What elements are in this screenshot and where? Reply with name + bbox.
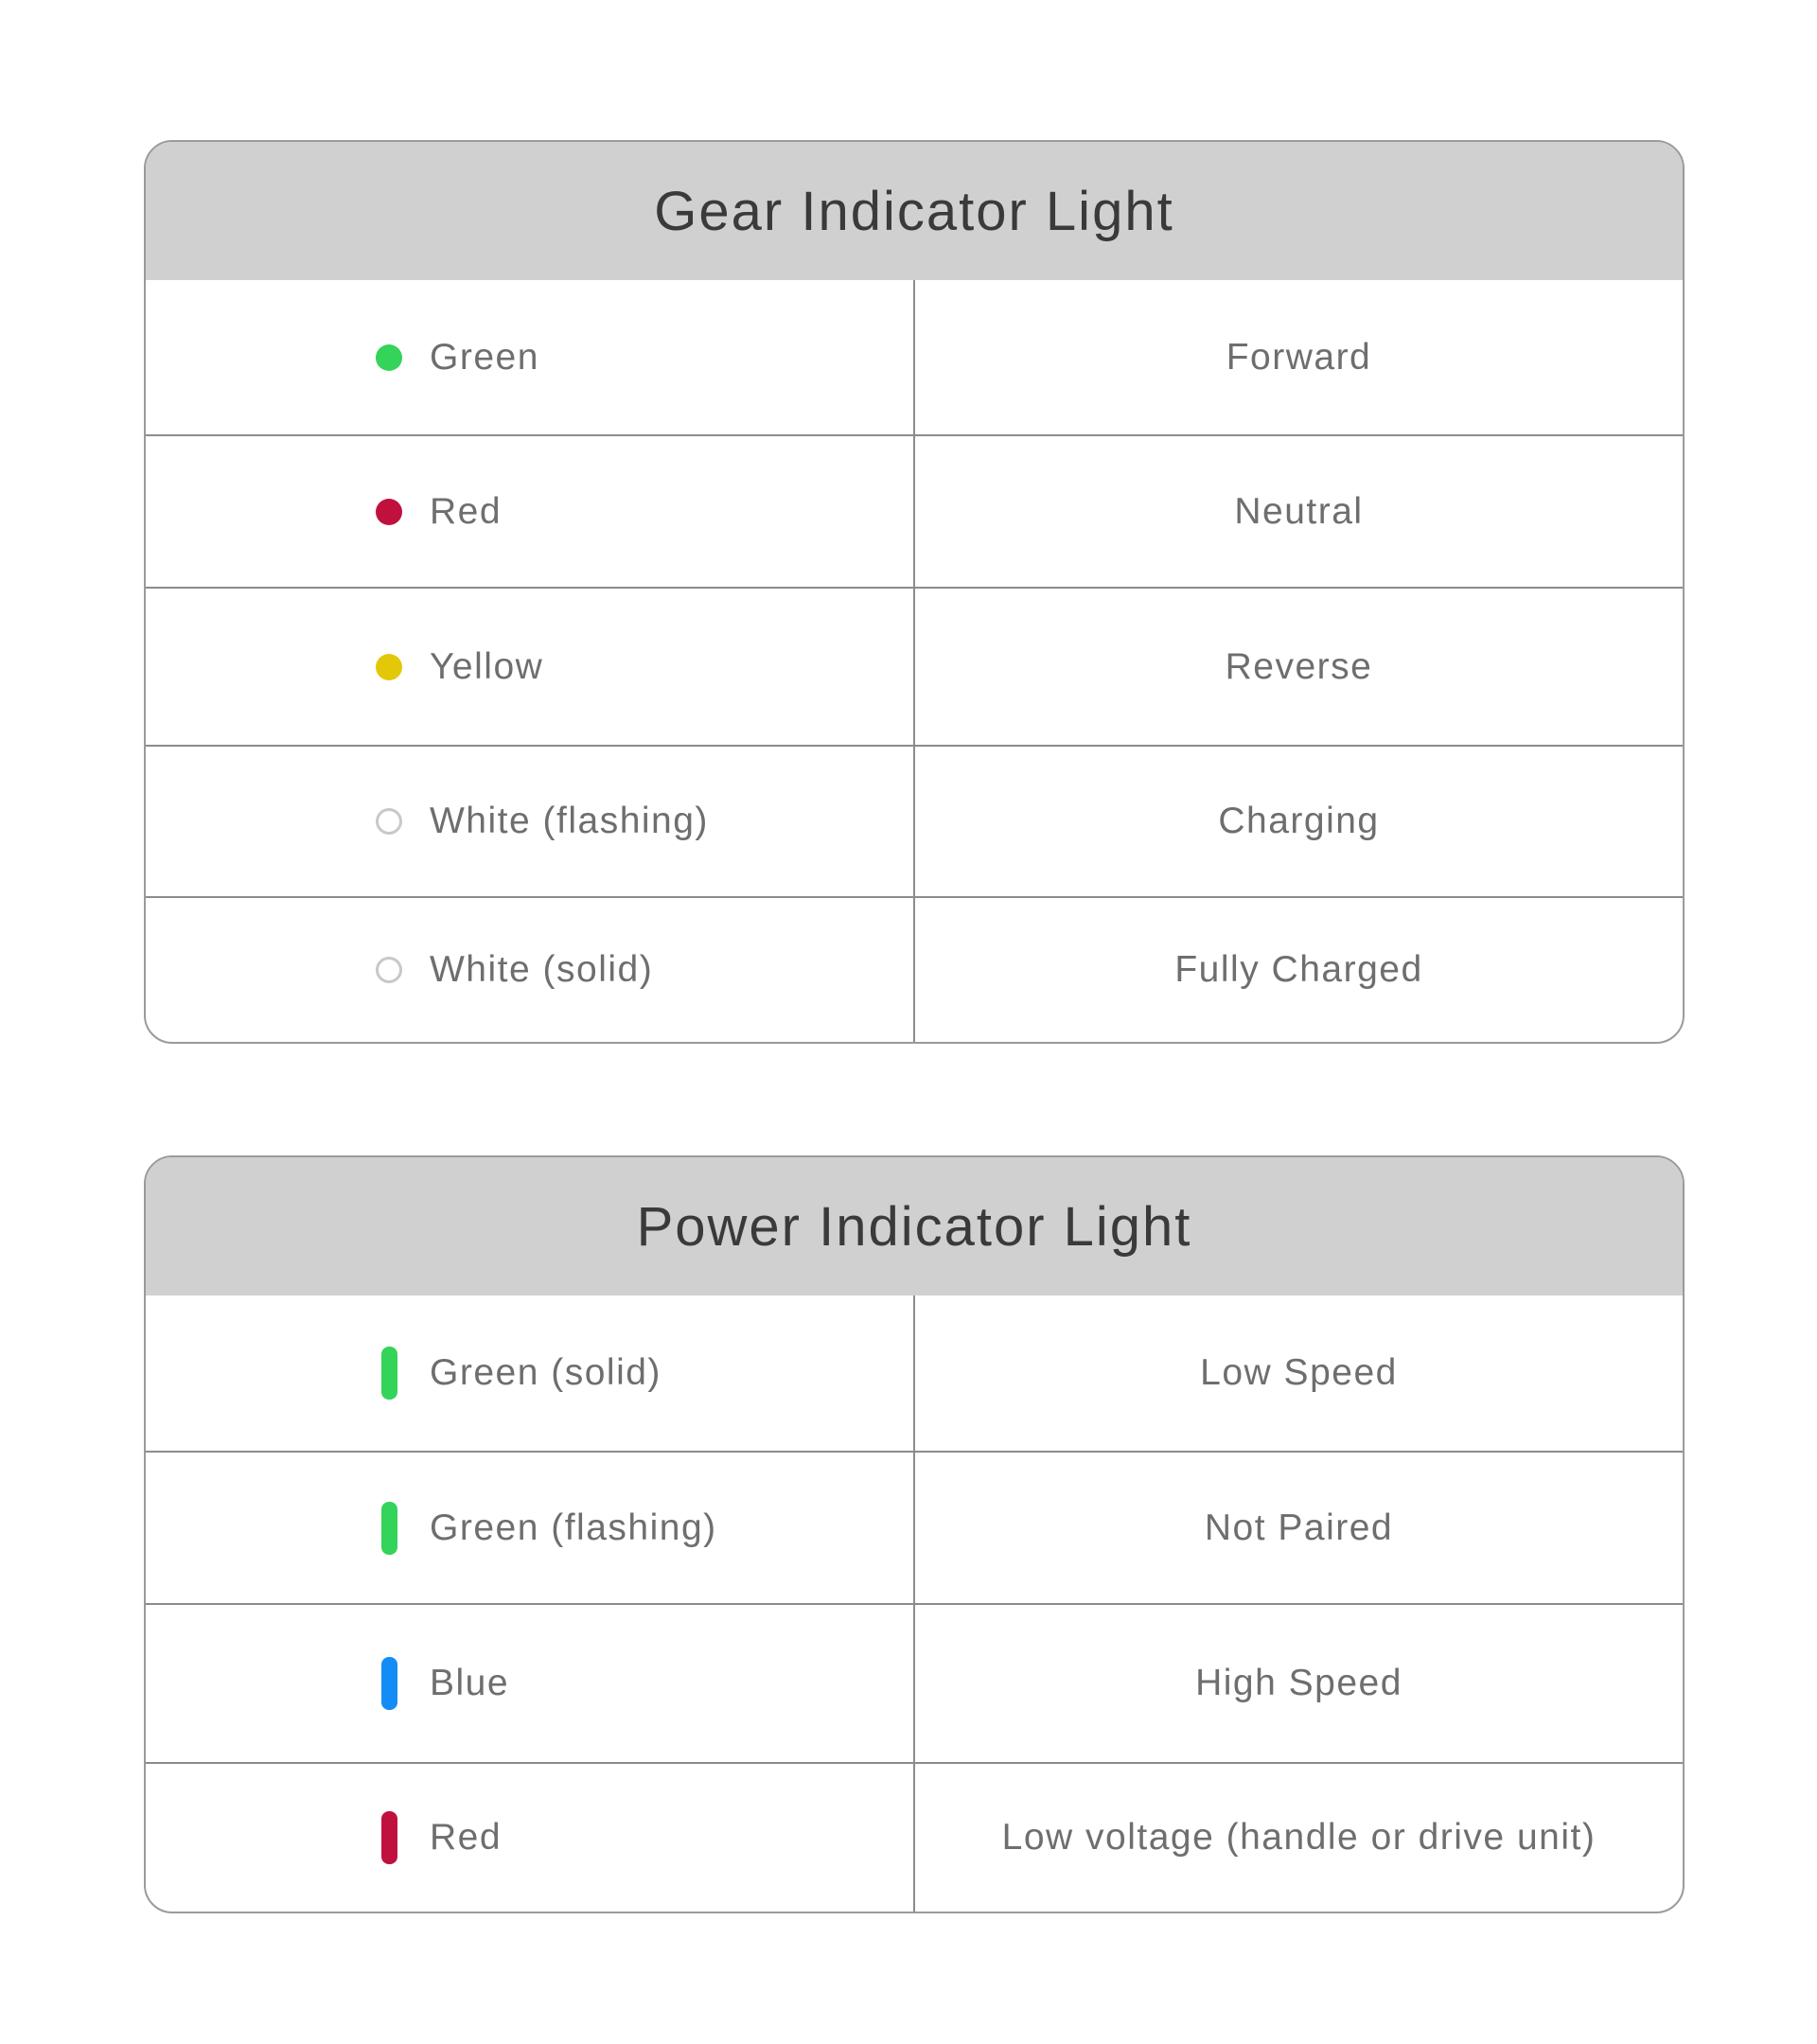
color-label: Red bbox=[430, 490, 503, 532]
color-cell bbox=[146, 1764, 915, 1912]
meaning-cell bbox=[915, 1295, 1683, 1451]
table-row bbox=[146, 896, 1683, 1042]
meaning-label: Charging bbox=[1218, 801, 1380, 841]
meaning-label: Fully Charged bbox=[1174, 949, 1423, 990]
meaning-label: Low voltage (handle or drive unit) bbox=[1001, 1817, 1596, 1858]
meaning-cell bbox=[915, 589, 1683, 745]
gear-table-title: Gear Indicator Light bbox=[146, 142, 1683, 280]
color-cell bbox=[146, 898, 915, 1042]
color-cell bbox=[146, 747, 915, 896]
white-hollow-dot-icon bbox=[373, 957, 405, 983]
meaning-cell bbox=[915, 1764, 1683, 1912]
blue-bar-icon bbox=[373, 1657, 405, 1710]
gear-table-body bbox=[146, 280, 1683, 1042]
color-label: Blue bbox=[430, 1663, 510, 1703]
power-table-body bbox=[146, 1295, 1683, 1912]
table-row bbox=[146, 745, 1683, 896]
color-cell bbox=[146, 589, 915, 745]
table-row bbox=[146, 587, 1683, 745]
meaning-label: Forward bbox=[1226, 336, 1372, 378]
meaning-label: Reverse bbox=[1225, 645, 1373, 687]
green-bar-icon bbox=[373, 1502, 405, 1555]
table-row bbox=[146, 1295, 1683, 1451]
power-indicator-table bbox=[144, 1155, 1685, 1913]
power-table-title: Power Indicator Light bbox=[146, 1157, 1683, 1295]
yellow-dot-icon bbox=[373, 654, 405, 680]
color-label: White (solid) bbox=[430, 949, 654, 990]
color-cell bbox=[146, 1453, 915, 1603]
color-label: White (flashing) bbox=[430, 801, 709, 841]
meaning-label: Not Paired bbox=[1204, 1507, 1394, 1548]
table-row bbox=[146, 434, 1683, 587]
color-label: Red bbox=[430, 1817, 503, 1858]
white-hollow-dot-icon bbox=[373, 808, 405, 835]
color-cell bbox=[146, 1295, 915, 1451]
meaning-cell bbox=[915, 280, 1683, 434]
meaning-cell bbox=[915, 1605, 1683, 1762]
table-row bbox=[146, 1762, 1683, 1912]
color-cell bbox=[146, 1605, 915, 1762]
color-label: Green (solid) bbox=[430, 1352, 662, 1393]
color-label: Yellow bbox=[430, 645, 544, 687]
meaning-cell bbox=[915, 747, 1683, 896]
green-bar-icon bbox=[373, 1347, 405, 1400]
meaning-cell bbox=[915, 898, 1683, 1042]
meaning-label: Low Speed bbox=[1200, 1352, 1398, 1393]
table-row bbox=[146, 280, 1683, 434]
red-bar-icon bbox=[373, 1811, 405, 1864]
green-dot-icon bbox=[373, 344, 405, 371]
color-label: Green (flashing) bbox=[430, 1507, 717, 1548]
table-row bbox=[146, 1603, 1683, 1762]
red-dot-icon bbox=[373, 499, 405, 525]
meaning-cell bbox=[915, 1453, 1683, 1603]
meaning-label: High Speed bbox=[1195, 1663, 1402, 1703]
color-cell bbox=[146, 280, 915, 434]
table-row bbox=[146, 1451, 1683, 1603]
meaning-cell bbox=[915, 436, 1683, 587]
meaning-label: Neutral bbox=[1234, 490, 1364, 532]
gear-indicator-table bbox=[144, 140, 1685, 1044]
color-cell bbox=[146, 436, 915, 587]
color-label: Green bbox=[430, 336, 539, 378]
